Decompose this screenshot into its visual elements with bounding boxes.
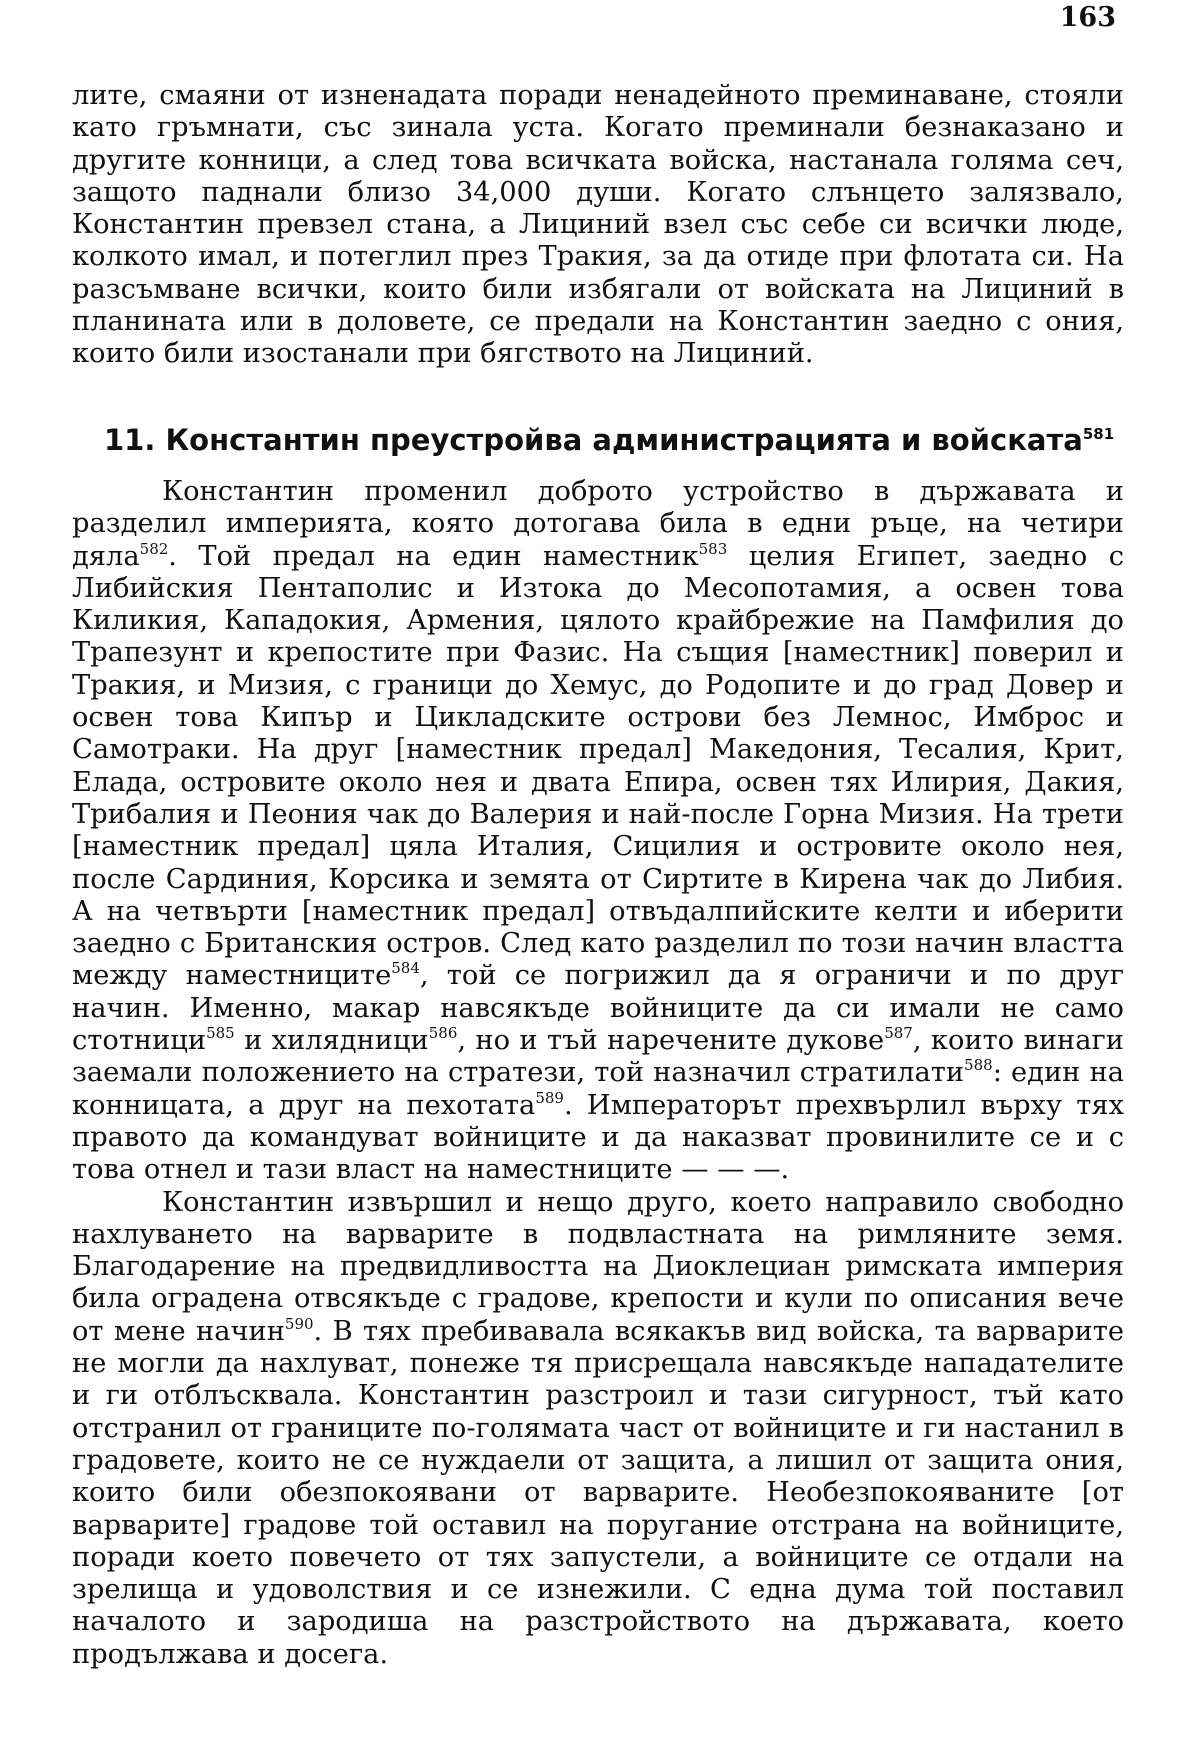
paragraph-administration: [72, 476, 1124, 1187]
section-body: [72, 476, 1124, 1671]
text-run: и хилядници: [234, 1025, 429, 1057]
section-heading: [104, 422, 1115, 458]
page-number: 163: [1059, 2, 1116, 33]
footnote-ref: 582: [139, 539, 169, 558]
text-run: : един на конницата, а друг на пехотата: [72, 1057, 1124, 1121]
footnote-ref: 586: [428, 1024, 458, 1043]
text-run: , но и тъй наречените дукове: [457, 1025, 885, 1057]
text-run: , той се погрижил да я ограничи и по друг начин. Именно, макар навсякъде войниците да си имали не само стотници: [72, 960, 1124, 1057]
footnote-ref: 583: [698, 539, 728, 558]
footnote-ref: 589: [535, 1088, 564, 1107]
footnote-ref: 584: [391, 959, 420, 978]
text-run: Константин променил доброто устройство в държавата и разделил империята, която дотогава била в едни ръце, на четири дяла: [72, 476, 1124, 572]
text-run: . Той предал на един наместник: [168, 540, 699, 572]
footnote-ref: 585: [206, 1024, 235, 1043]
text-run: , които винаги заемали положението на стратези, той назначил стратилати: [72, 1025, 1125, 1089]
text-run: целия Египет, заедно с Либийския Пентаполис и Изтока до Месопотамия, а освен това Киликия, Кападокия, Армения, цялото крайбрежие на Памфилия до Трапезунт и крепостите при Фазис. На същия [наместник] поверил и Тракия, и Мизия, с граници до Хемус, до Родопите и до град Довер и освен това Кипър и Цикладските острови без Лемнос, Имброс и Самотраки. На друг [наместник предал] Македония, Тесалия, Крит, Елада, островите около нея и двата Епира, освен тях Илирия, Дакия, Трибалия и Пеония чак до Валерия и най-после Горна Мизия. На трети [наместник предал] цяла Италия, Сицилия и островите около нея, после Сардиния, Корсика и земята от Сиртите в Кирена чак до Либия. А на четвърти [наместник предал] отвъдалпийските келти и иберити заедно с Британския остров. След като разделил по този начин властта между наместниците: [72, 540, 1124, 992]
section-heading-text: 11. Константин преустройва администрацията и войската: [104, 423, 1083, 457]
text-run: Константин извършил и нещо друго, което направило свободно нахлуването на варварите в подвластната на римляните земя. Благодарение на предвидливостта на Диоклециан римската империя била оградена отвсякъде с градове, крепости и кули по описания вече от мене начин: [72, 1186, 1124, 1347]
continuation-paragraph: лите, смаяни от изненадата поради ненадейното преминаване, стояли като гръмнати, със зинала уста. Когато преминали безнаказано и другите конници, а след това всичката войска, настанала голяма сеч, защото паднали близо 34,000 души. Когато слънцето залязвало, Константин превзел стана, а Лициний взел със себе си всички люде, колкото имал, и потеглил през Тракия, за да отиде при флотата си. На разсъмване всички, които били избягали от войската на Лициний в планината или в доловете, се предали на Константин заедно с ония, които били изостанали при бягството на Лициний.: [72, 80, 1124, 370]
footnote-ref: 590: [284, 1314, 314, 1333]
paragraph-frontier: [72, 1187, 1124, 1671]
footnote-ref: 587: [884, 1024, 913, 1043]
footnote-ref: 588: [964, 1056, 993, 1075]
text-run: . В тях пребивавала всякакъв вид войска, та варварите не могли да нахлуват, понеже тя присрещала навсякъде нападателите и ги отблъсквала. Константин разстроил и тази сигурност, тъй като отстранил от границите по-голямата част от войниците и ги настанил в градовете, които не се нуждаели от защита, а лишил от защита ония, които били обезпокоявани от варварите. Необезпокояваните [от варварите] градове той оставил на поругание отстрана на войниците, поради което повечето от тях запустели, а войниците се отдали на зрелища и удоволствия и се изнежили. С една дума той поставил началото и зародиша на разстройството на държавата, което продължава и досега.: [72, 1315, 1124, 1670]
footnote-ref: 581: [1082, 425, 1115, 443]
text-run: . Императорът прехвърлил върху тях правото да командуват войниците и да наказват провинилите се и с това отнел и тази власт на наместниците — — —.: [72, 1089, 1124, 1186]
